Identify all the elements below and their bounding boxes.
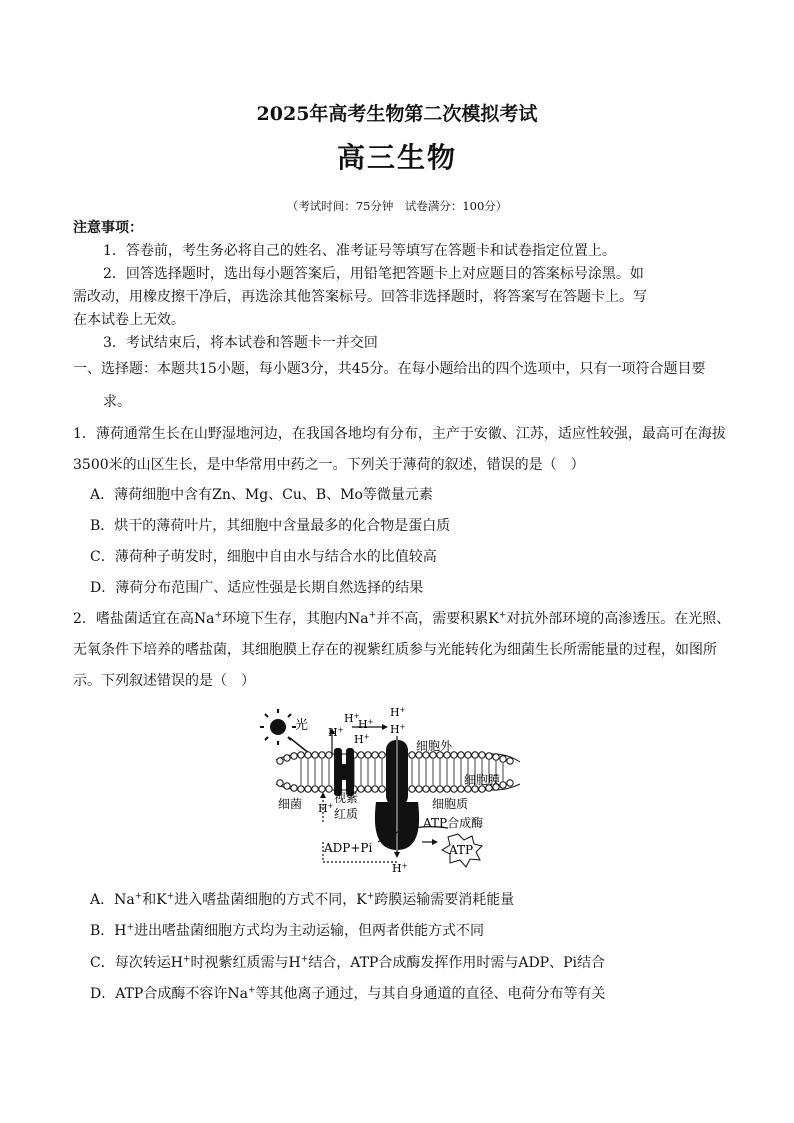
outside-label: 细胞外: [416, 739, 453, 753]
q1-option-d: D．薄荷分布范围广、适应性强是长期自然选择的结果: [90, 580, 424, 596]
q1-option-a: A．薄荷细胞中含有Zn、Mg、Cu、B、Mo等微量元素: [90, 487, 433, 503]
svg-text:H+: H+: [354, 733, 370, 746]
exam-info: （考试时间：75分钟 试卷满分：100分）: [286, 199, 508, 213]
rhodopsin-label-2: 红质: [334, 807, 359, 821]
svg-text:H+: H+: [392, 862, 408, 875]
q2-stem-line-1: 2．嗜盐菌适宜在高Na+环境下生存，其胞内Na+并不高，需要积累K+对抗外部环境的高渗透压。在光照、: [73, 610, 731, 627]
svg-text:H+: H+: [390, 723, 406, 736]
q2-option-d: D．ATP合成酶不容许Na+等其他离子通过，与其自身通道的直径、电荷分布等有关: [90, 985, 606, 1002]
rhodopsin-protein: [334, 748, 354, 796]
svg-text:H+: H+: [344, 712, 360, 725]
notice-item-2-line-3: 在本试卷上无效。: [73, 312, 185, 328]
q2-option-c: C．每次转运H+时视紫红质需与H+结合，ATP合成酶发挥作用时需与ADP、Pi结合: [90, 954, 605, 971]
sun-icon: [260, 709, 296, 745]
atp-synthase-label: ATP合成酶: [423, 816, 484, 830]
notice-item-2-line-1: 2．回答选择题时，选出每小题答案后，用铅笔把答题卡上对应题目的答案标号涂黑。如: [103, 266, 644, 282]
svg-text:H+: H+: [318, 802, 334, 815]
notice-item-1: 1．答卷前，考生务必将自己的姓名、准考证号等填写在答题卡和试卷指定位置上。: [103, 243, 616, 259]
section-heading-line-1: 一、选择题：本题共15小题，每小题3分，共45分。在每小题给出的四个选项中，只有一项符合题目要: [73, 361, 706, 377]
q2-stem-line-3: 示。下列叙述错误的是（ ）: [73, 673, 255, 689]
q1-option-c: C．薄荷种子萌发时，细胞中自由水与结合水的比值较高: [90, 549, 437, 565]
q2-option-a: A．Na+和K+进入嗜盐菌细胞的方式不同，K+跨膜运输需要消耗能量: [90, 891, 515, 908]
light-label: 光: [295, 718, 309, 733]
atp-label: ATP: [449, 843, 474, 857]
section-heading-line-2: 求。: [103, 394, 131, 410]
svg-text:H+: H+: [390, 706, 406, 719]
notice-item-3: 3．考试结束后，将本试卷和答题卡一并交回: [103, 335, 378, 351]
atp-burst-icon: [442, 834, 482, 867]
bacterium-label: 细菌: [278, 797, 303, 811]
notice-item-2-line-2: 需改动，用橡皮擦干净后，再选涂其他答案标号。回答非选择题时，将答案写在答题卡上。写: [73, 289, 647, 305]
q2-option-b: B．H+进出嗜盐菌细胞方式均为主动运输，但两者供能方式不同: [90, 922, 485, 939]
notice-heading: 注意事项：: [73, 220, 143, 236]
rhodopsin-label-1: 视紫: [334, 791, 359, 805]
exam-title: 2025年高考生物第二次模拟考试: [256, 103, 538, 125]
halobacterium-membrane-diagram: [258, 702, 538, 877]
subject-title: 高三生物: [336, 141, 457, 174]
svg-text:H+: H+: [328, 726, 344, 739]
membrane-label: 细胞膜: [464, 773, 501, 787]
cytoplasm-label: 细胞质: [432, 797, 469, 811]
q1-stem-line-1: 1．薄荷通常生长在山野湿地河边，在我国各地均有分布，主产于安徽、江苏，适应性较强，最高可在海拔: [73, 426, 726, 442]
q2-stem-line-2: 无氧条件下培养的嗜盐菌，其细胞膜上存在的视紫红质参与光能转化为细菌生长所需能量的过程，如图所: [73, 642, 717, 658]
svg-text:H+: H+: [358, 718, 374, 731]
adp-pi-label: ADP+Pi: [324, 841, 373, 855]
q1-stem-line-2: 3500米的山区生长，是中华常用中药之一。下列关于薄荷的叙述，错误的是（ ）: [73, 457, 585, 473]
q1-option-b: B．烘干的薄荷叶片，其细胞中含量最多的化合物是蛋白质: [90, 518, 451, 534]
